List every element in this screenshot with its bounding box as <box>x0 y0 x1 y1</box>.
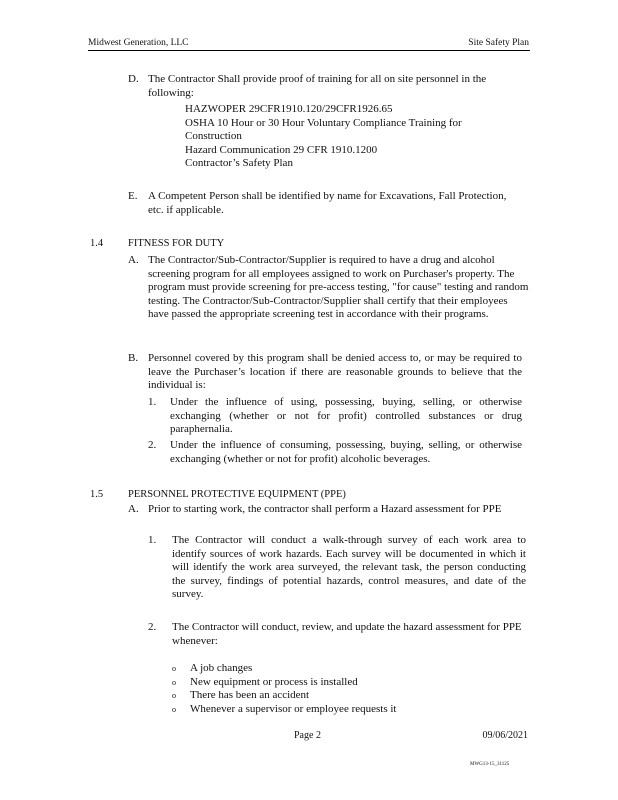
section-1-4-b-text: Personnel covered by this program shall be denied access to, or may be required to leave the Purchaser’s location if there are reasonable grounds to believe that the individual is: <box>148 352 522 391</box>
bullet-icon: o <box>172 677 176 687</box>
section-1-4-title: FITNESS FOR DUTY <box>128 238 225 249</box>
section-1-5-number: 1.5 <box>90 489 104 500</box>
header-doc-title: Site Safety Plan <box>468 38 529 48</box>
section-d-list <box>185 103 515 171</box>
section-1-5-title: PERSONNEL PROTECTIVE EQUIPMENT (PPE) <box>128 489 346 500</box>
section-d-text: The Contractor Shall provide proof of training for all on site personnel in the following: <box>148 73 487 99</box>
bullet-list <box>172 662 396 716</box>
list-item: o Whenever a supervisor or employee requests it <box>172 702 397 715</box>
section-e-marker: E. <box>128 190 138 202</box>
section-e-text: A Competent Person shall be identified by name for Excavations, Fall Protection, etc. if applicable. <box>148 190 507 216</box>
training-item: Contractor’s Safety Plan <box>185 157 293 169</box>
list-item: The Contractor will conduct a walk-through survey of each work area to identify sources of work hazards. Each survey will be documented in which it will identify the work area surveyed, the relevant task, the person conducting the survey, findings of potential hazards, control measures, and date of the survey. <box>172 534 526 600</box>
section-1-4-a-marker: A. <box>128 254 139 266</box>
item-number: 2. <box>148 621 157 633</box>
section-1-4-a-text: The Contractor/Sub-Contractor/Supplier is required to have a drug and alcohol screening program for all employees assigned to work on Purchaser's property. The program must provide screening for pre-access testing, "for cause" testing and random testing. The Contractor/Sub-Contractor/Supplier shall certify that their employees have passed the appropriate screening test in accordance with their programs. <box>148 254 529 320</box>
list-item: o New equipment or process is installed <box>172 675 358 688</box>
training-item: Hazard Communication 29 CFR 1910.1200 <box>185 143 378 156</box>
bullet-icon: o <box>172 691 176 700</box>
training-item: HAZWOPER 29CFR1910.120/29CFR1926.65 <box>185 103 393 115</box>
item-number: 2. <box>148 439 157 451</box>
section-1-5-a-marker: A. <box>128 503 139 515</box>
bullet-icon: o <box>172 664 176 673</box>
section-d-marker: D. <box>128 73 139 85</box>
bullet-icon: o <box>172 704 176 714</box>
header-rule <box>88 50 530 51</box>
section-1-4-number: 1.4 <box>90 238 104 249</box>
header-company: Midwest Generation, LLC <box>88 38 189 48</box>
section-1-5-a-text: Prior to starting work, the contractor shall perform a Hazard assessment for PPE <box>148 503 502 515</box>
list-item: The Contractor will conduct, review, and update the hazard assessment for PPE whenever: <box>172 621 522 647</box>
section-1-4-b-marker: B. <box>128 352 139 364</box>
item-number: 1. <box>148 396 157 408</box>
list-item: Under the influence of using, possessing, buying, selling, or otherwise exchanging (whether or not for profit) controlled substances or drug paraphernalia. <box>170 396 522 435</box>
list-item: Under the influence of consuming, possessing, buying, selling, or otherwise exchanging (whether or not for profit) alcoholic beverages. <box>170 439 522 465</box>
document-code: MWG13-15_31125 <box>470 762 510 767</box>
list-item: o A job changes <box>172 662 253 674</box>
item-number: 1. <box>148 534 157 546</box>
training-item: OSHA 10 Hour or 30 Hour Voluntary Compliance Training for Construction <box>185 116 462 142</box>
page-number: Page 2 <box>294 730 321 741</box>
footer-date: 09/06/2021 <box>482 730 528 741</box>
list-item: o There has been an accident <box>172 689 310 701</box>
